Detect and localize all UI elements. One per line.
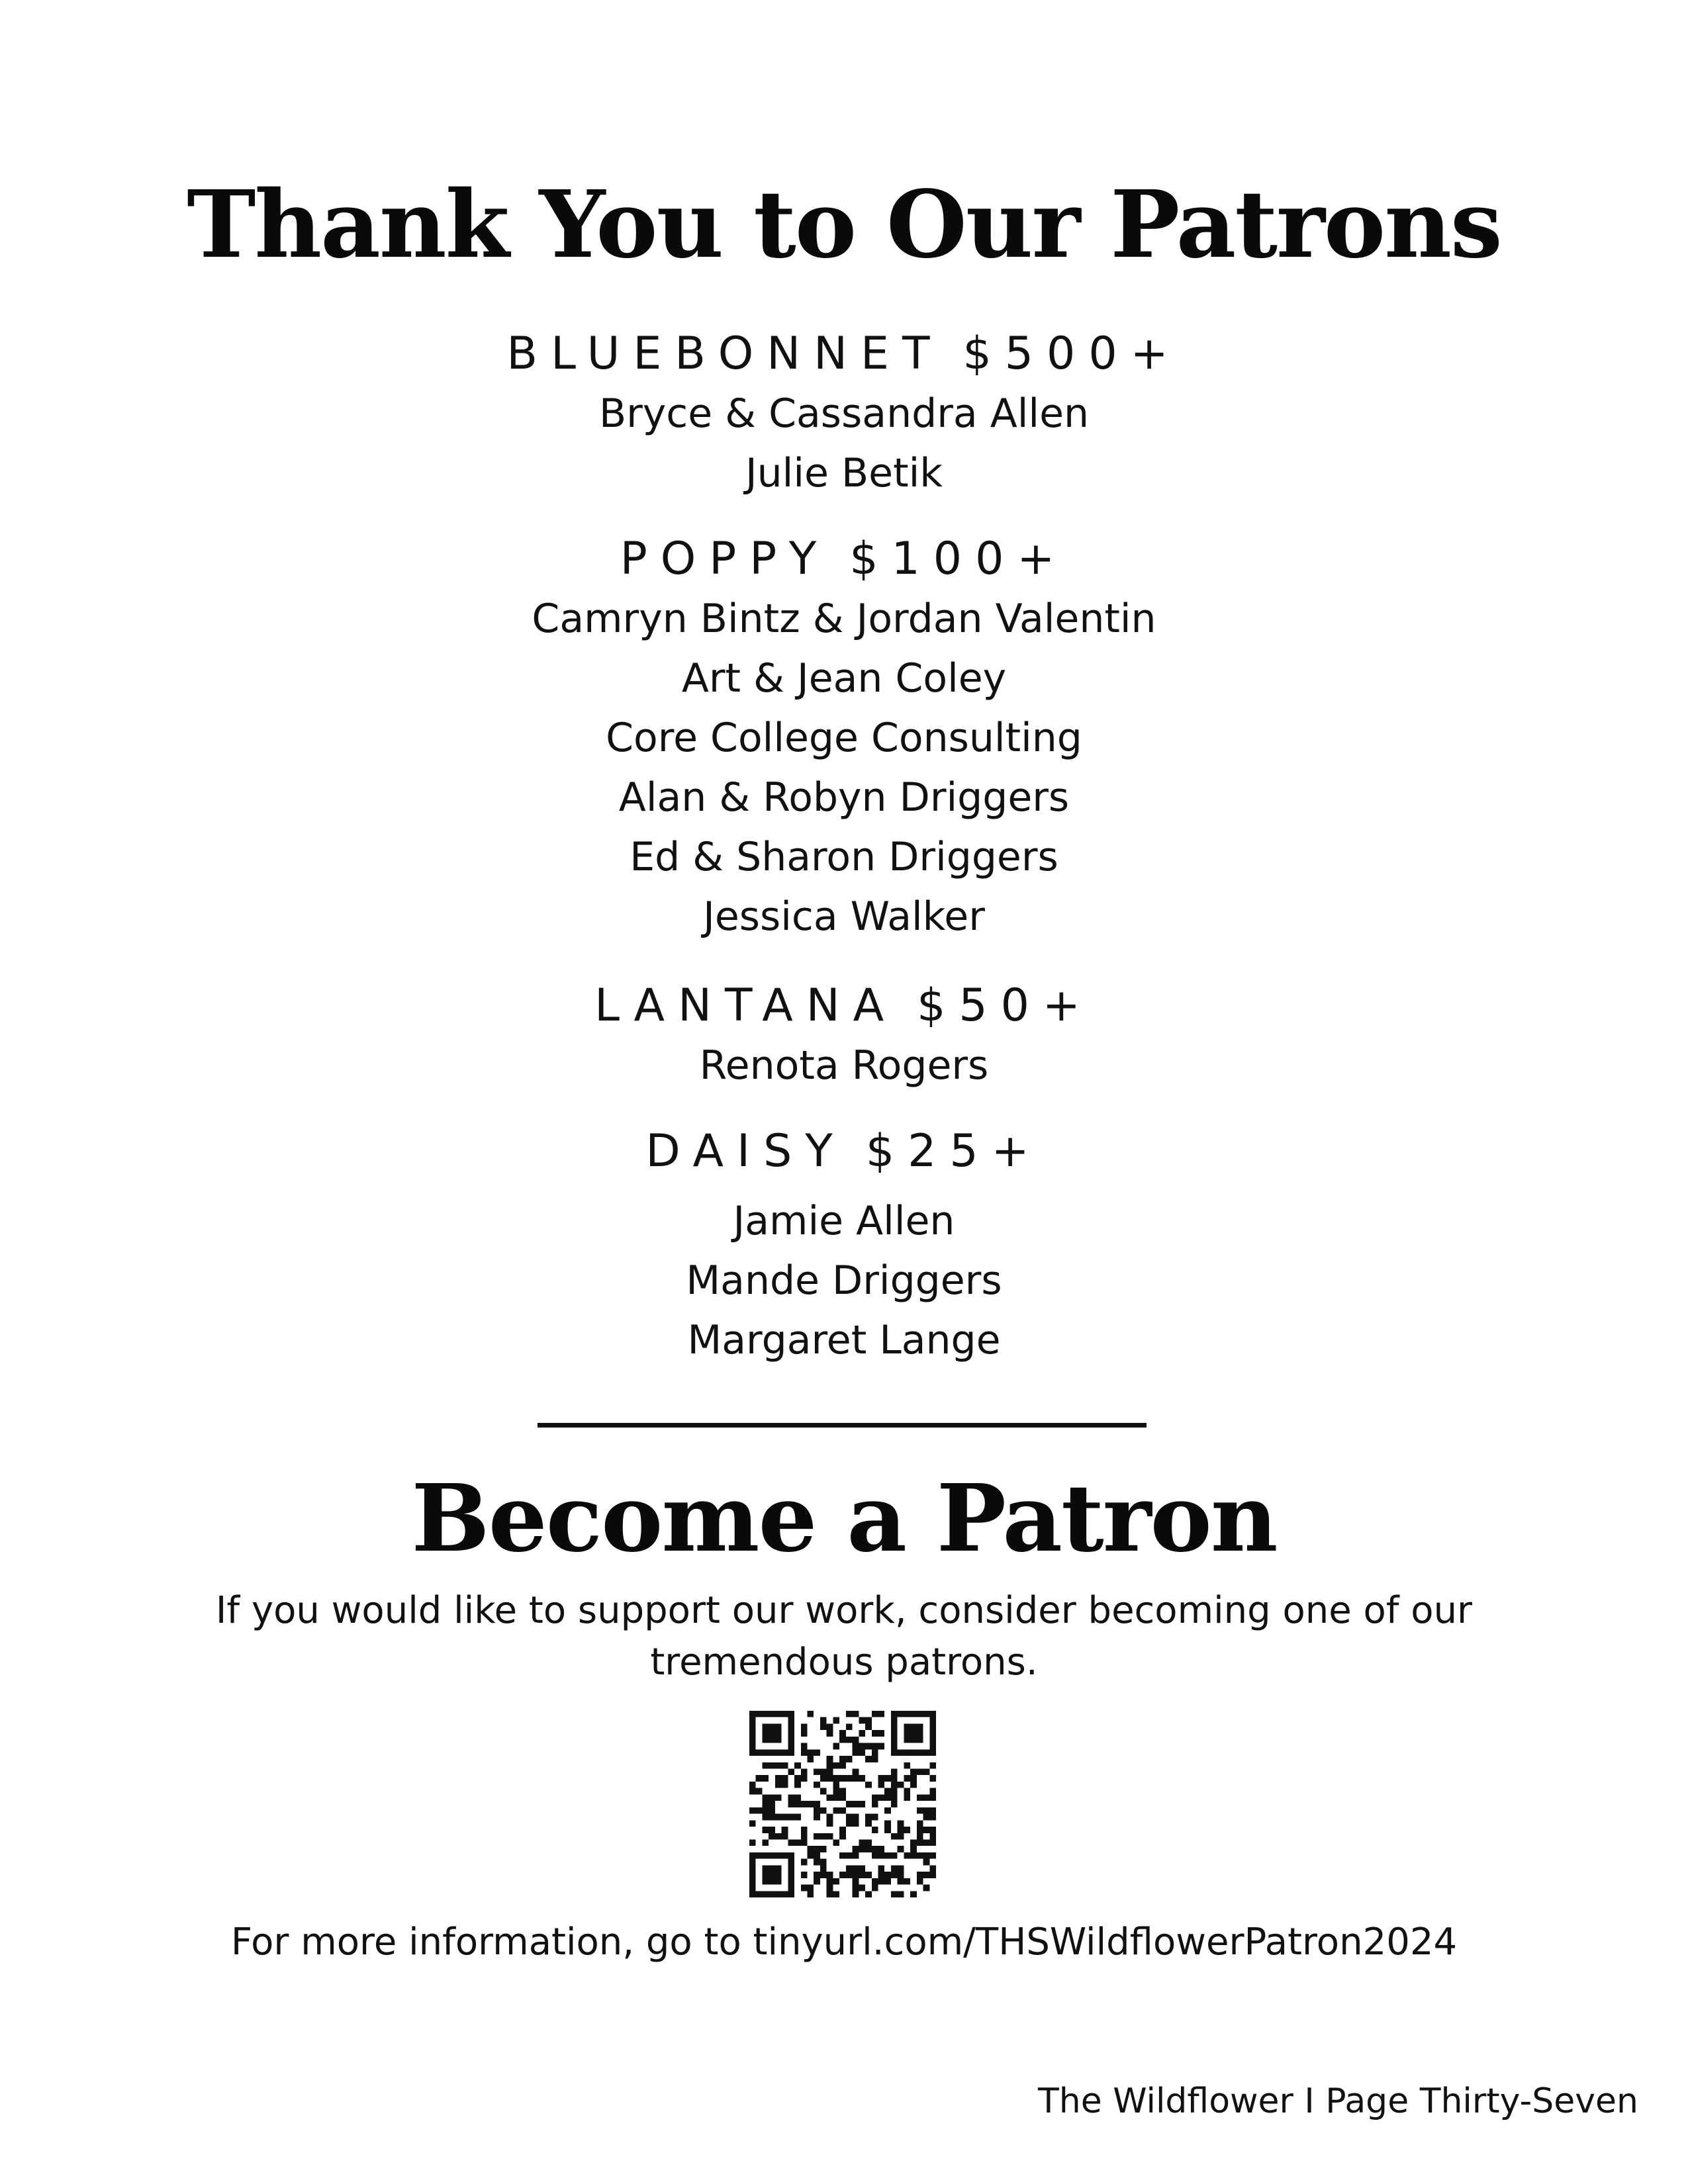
tier-heading: [0, 976, 1688, 1036]
patron-name: Julie Betik: [745, 450, 943, 496]
intro-line: If you would like to support our work, consider becoming one of our: [215, 1589, 1473, 1632]
patron-name: Art & Jean Coley: [681, 655, 1007, 702]
patron-name: Mande Driggers: [686, 1257, 1002, 1304]
patron-list: [0, 589, 1688, 946]
page-title: Thank You to Our Patrons: [187, 171, 1501, 279]
tier-lantana: [0, 976, 1688, 1095]
patron-name: Alan & Robyn Driggers: [618, 774, 1070, 821]
patron-name: Core College Consulting: [606, 715, 1082, 761]
tier-name: POPPY: [620, 533, 830, 585]
section-divider: [538, 1423, 1147, 1428]
patron-name: Bryce & Cassandra Allen: [598, 390, 1090, 437]
qr-code-icon[interactable]: [749, 1711, 936, 1897]
tier-amount: $500+: [962, 328, 1182, 380]
patron-name: Ed & Sharon Driggers: [630, 834, 1058, 880]
tier-name: BLUEBONNET: [506, 328, 943, 380]
tier-poppy: [0, 529, 1688, 946]
patron-name: Jessica Walker: [703, 893, 985, 940]
patron-list: [0, 1191, 1688, 1370]
tier-amount: $100+: [849, 533, 1068, 585]
tier-amount: $50+: [917, 979, 1094, 1032]
patron-name: Camryn Bintz & Jordan Valentin: [532, 596, 1156, 642]
tier-heading: [0, 1122, 1688, 1181]
tier-name: LANTANA: [594, 979, 898, 1032]
tier-amount: $25+: [865, 1125, 1043, 1177]
patron-name: Renota Rogers: [699, 1042, 989, 1089]
patron-name: Jamie Allen: [733, 1198, 955, 1244]
patron-name: Margaret Lange: [687, 1317, 1001, 1363]
tier-bluebonnet: [0, 324, 1688, 503]
patron-list: [0, 1036, 1688, 1095]
intro-paragraph: [0, 1585, 1688, 1688]
tier-name: DAISY: [645, 1125, 846, 1177]
intro-line: tremendous patrons.: [650, 1641, 1038, 1684]
become-patron-title: Become a Patron: [411, 1465, 1277, 1573]
tier-daisy: [0, 1122, 1688, 1370]
page-footer: The Wildflower I Page Thirty-Seven: [1038, 2081, 1638, 2121]
more-info-link-text[interactable]: For more information, go to tinyurl.com/THSWildflowerPatron2024: [230, 1921, 1458, 1964]
patron-list: [0, 384, 1688, 503]
tier-heading: [0, 529, 1688, 589]
tier-heading: [0, 324, 1688, 384]
